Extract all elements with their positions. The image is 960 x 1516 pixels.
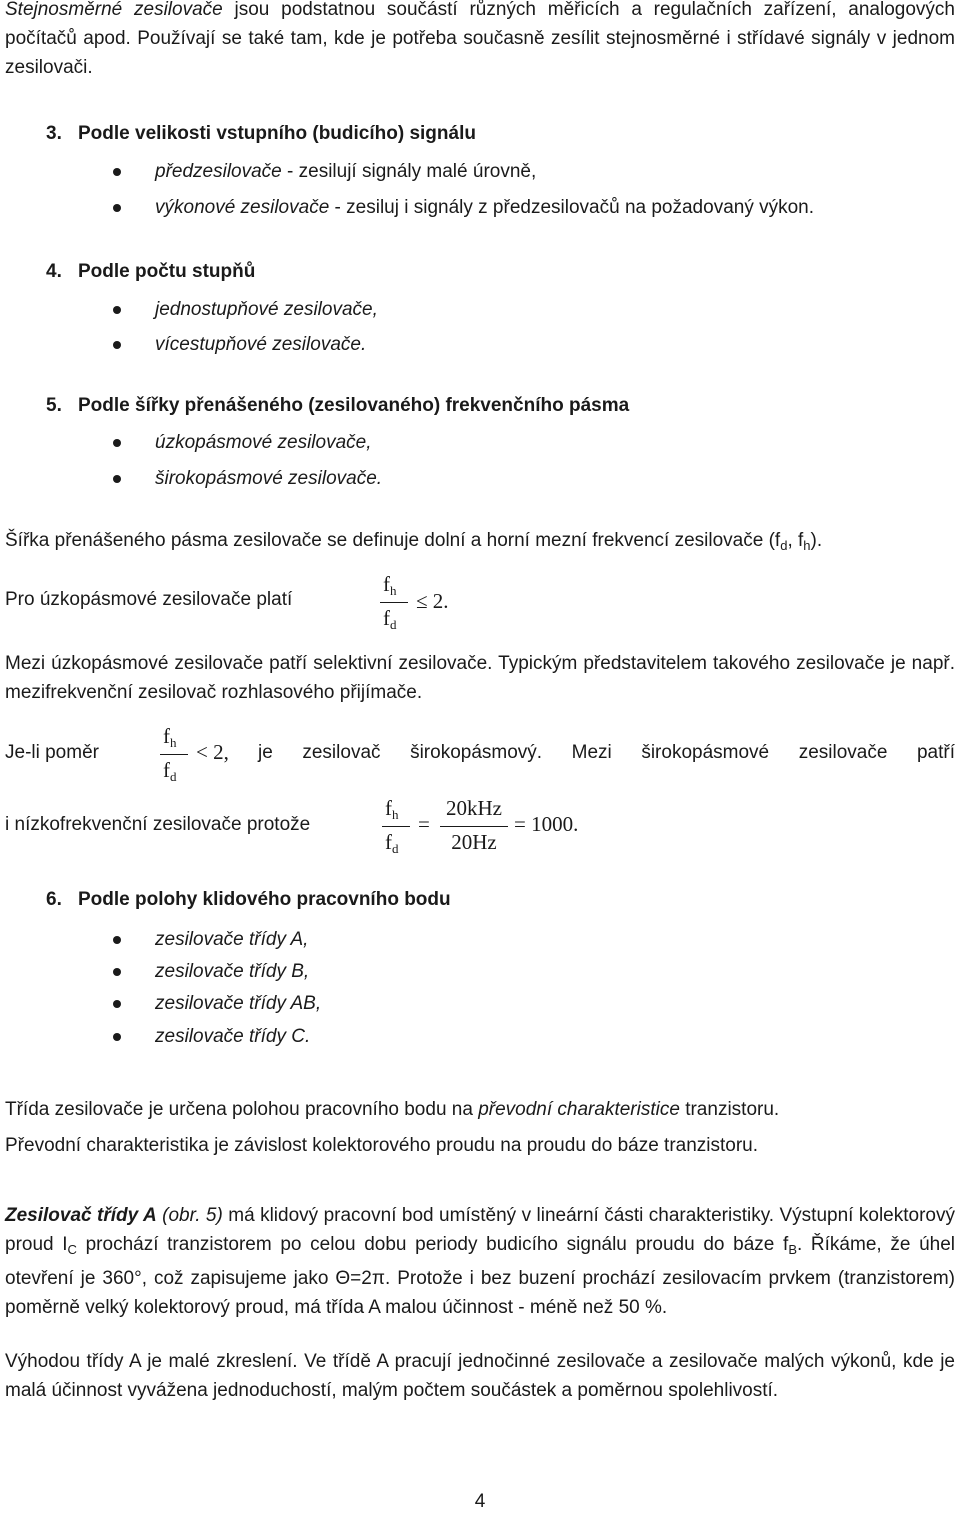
transfer-definition: Převodní charakteristika je závislost kolektorového proudu na proudu do báze tranzistoru. (5, 1135, 759, 1156)
item-text: vícestupňové zesilovače. (155, 334, 367, 355)
item-text: zesilovače třídy B, (155, 961, 310, 982)
bandwidth-text: Šířka přenášeného pásma zesilovače se definuje dolní a horní mezní frekvencí zesilovače (f (5, 530, 781, 551)
section-5-number: 5. (46, 395, 62, 416)
item-term: výkonové zesilovače (155, 197, 330, 218)
narrowband-relation: ≤ 2. (416, 589, 449, 613)
bullet-dot-icon (113, 168, 121, 176)
denominator: f (383, 606, 390, 630)
class-a-term: Zesilovač třídy A (5, 1205, 157, 1226)
class-a-text: . Říkáme, že úhel otevření je 360°, což zapisujeme jako Θ=2π. Protože i bez buzení prochází zesilovacím prvkem (tranzistorem) poměrně velký kolektorový proud, má třída A malou účinnost - méně než 50 %. (5, 1234, 955, 1318)
wideband-relation: < 2, (196, 740, 229, 764)
wideband-label: Je-li poměr (5, 742, 99, 763)
subscript-b: B (788, 1242, 797, 1257)
item-text: - zesilují signály malé úrovně, (281, 161, 537, 182)
bullet-dot-icon (113, 439, 121, 447)
denominator: f (385, 830, 392, 854)
bullet-dot-icon (113, 1033, 121, 1041)
wideband-fraction (160, 724, 188, 786)
bullet-dot-icon (113, 936, 121, 944)
fraction-bar (160, 754, 188, 755)
item-text: jednostupňové zesilovače, (155, 299, 378, 320)
class-def-text: tranzistoru. (679, 1099, 780, 1120)
section-3-number: 3. (46, 123, 62, 144)
subscript-d: d (780, 538, 788, 553)
class-def-term: převodní charakteristice (478, 1099, 680, 1120)
equals-sign: = (418, 812, 430, 836)
class-a-figure-ref: (obr. 5) (156, 1205, 223, 1226)
numerator: f (383, 572, 390, 596)
intro-paragraph (5, 0, 955, 82)
fraction-bar (382, 826, 410, 827)
narrowband-fraction (380, 572, 408, 634)
bullet-dot-icon (113, 968, 121, 976)
numerator: f (385, 796, 392, 820)
lowfreq-fraction (382, 796, 410, 858)
denominator-subscript: d (390, 617, 397, 632)
lowfreq-result: = 1000. (514, 812, 579, 836)
selective-paragraph: Mezi úzkopásmové zesilovače patří selektivní zesilovače. Typickým představitelem takového zesilovače je např. mezifrekvenční zesilovač rozhlasového přijímače. (5, 653, 955, 703)
intro-text: jsou podstatnou součástí různých měřicích a regulačních zařízení, analogových počítačů apod. Používají se také tam, kde je potřeba současně zesílit stejnosměrné i střídavé signály v jednom zesilovači. (5, 0, 955, 78)
lowfreq-label: i nízkofrekvenční zesilovače protože (5, 814, 311, 835)
section-6-number: 6. (46, 889, 62, 910)
subscript-c: C (67, 1242, 77, 1257)
numerator: f (163, 724, 170, 748)
section-4-title: Podle počtu stupňů (78, 261, 256, 282)
section-6-title: Podle polohy klidového pracovního bodu (78, 889, 451, 910)
section-4-heading (46, 257, 255, 286)
section-3-heading (46, 119, 476, 148)
item-text: zesilovače třídy C. (155, 1026, 311, 1047)
class-a-paragraph (5, 1201, 955, 1322)
bullet-dot-icon (113, 341, 121, 349)
denominator-subscript: d (392, 841, 399, 856)
numerator-subscript: h (392, 807, 399, 822)
bullet-dot-icon (113, 1000, 121, 1008)
item-text: úzkopásmové zesilovače, (155, 432, 372, 453)
value-denominator: 20Hz (451, 830, 497, 854)
section-5-heading (46, 391, 629, 420)
bandwidth-text: , f (787, 530, 804, 551)
item-text: zesilovače třídy A, (155, 929, 309, 950)
value-numerator: 20kHz (446, 796, 502, 820)
wideband-text: je zesilovač širokopásmový. Mezi širokopásmové zesilovače patří (258, 742, 955, 763)
class-def-text: Třída zesilovače je určena polohou pracovního bodu na (5, 1099, 479, 1120)
numerator-subscript: h (390, 583, 397, 598)
section-6-heading (46, 885, 451, 914)
item-text: zesilovače třídy AB, (155, 993, 322, 1014)
fraction-bar (440, 826, 508, 827)
lowfreq-value-fraction (440, 796, 508, 858)
item-text: širokopásmové zesilovače. (155, 468, 383, 489)
numerator-subscript: h (170, 735, 177, 750)
subscript-h: h (803, 538, 811, 553)
item-term: předzesilovače (155, 161, 282, 182)
bullet-dot-icon (113, 475, 121, 483)
class-a-text: prochází tranzistorem po celou dobu periody budicího signálu proudu do báze f (76, 1234, 789, 1255)
class-definition (5, 1095, 955, 1124)
bullet-dot-icon (113, 204, 121, 212)
bullet-dot-icon (113, 306, 121, 314)
page-number: 4 (474, 1491, 486, 1512)
denominator-subscript: d (170, 769, 177, 784)
bandwidth-paragraph (5, 526, 955, 560)
section-5-title: Podle šířky přenášeného (zesilovaného) frekvenčního pásma (78, 395, 630, 416)
denominator: f (163, 758, 170, 782)
intro-term: Stejnosměrné zesilovače (5, 0, 223, 20)
class-a-text: má klidový pracovní bod umístěný v lineární části charakteristiky. Výstupní kolektorový proud I (5, 1205, 955, 1255)
item-text: - zesiluj i signály z předzesilovačů na požadovaný výkon. (329, 197, 815, 218)
section-4-number: 4. (46, 261, 62, 282)
fraction-bar (380, 602, 408, 603)
bandwidth-text: ). (810, 530, 823, 551)
class-a-advantages: Výhodou třídy A je malé zkreslení. Ve třídě A pracují jednočinné zesilovače a zesilovače malých výkonů, kde je malá účinnost vyvážena jednoduchostí, malým počtem součástek a poměrnou spolehlivostí. (5, 1351, 955, 1401)
section-3-title: Podle velikosti vstupního (budicího) signálu (78, 123, 476, 144)
narrowband-label: Pro úzkopásmové zesilovače platí (5, 589, 293, 610)
